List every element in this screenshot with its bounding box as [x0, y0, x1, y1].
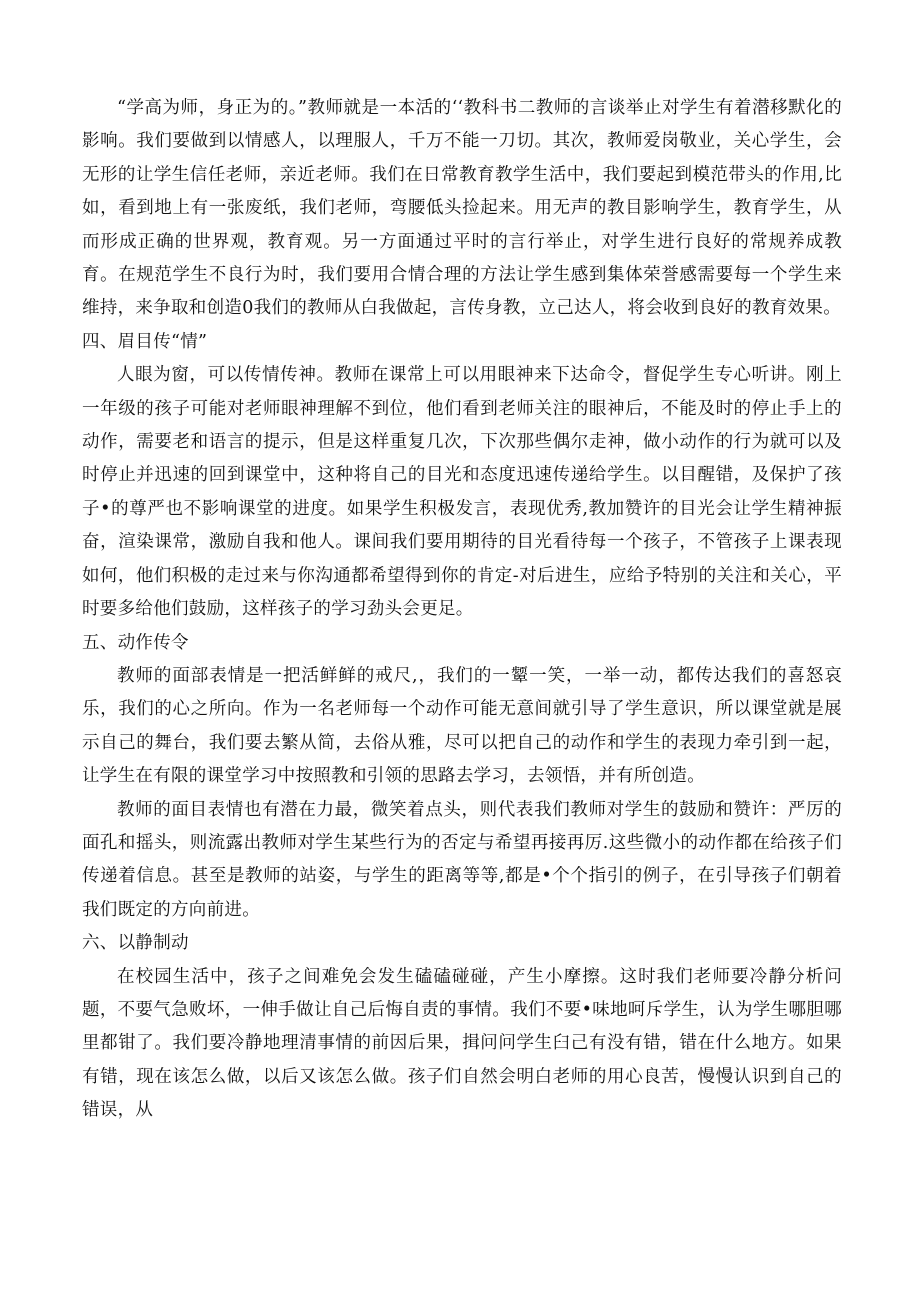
paragraph-facial-expression: 教师的面部表情是一把活鲜鲜的戒尺,，我们的一颦一笑，一举一动，都传达我们的喜怒哀乐，我们的心之所向。作为一名老师每一个动作可能无意间就引导了学生意识，所以课堂就是展示自己的舞台，我们要去繁从简，去俗从雅，尽可以把自己的动作和学生的表现力牵引到一起，让学生在有限的课堂学习中按照教和引领的思路去学习，去领悟，并有所创造。	[82, 665, 842, 787]
paragraph-role-model: “学高为师，身正为的。”教师就是一本活的‘‘教科书二教师的言谈举止对学生有着潜移默化的影响。我们要做到以情感人，以理服人，千万不能一刀切。其次，教师爱岗敬业，关心学生，会无形的让学生信任老师，亲近老师。我们在日常教育教学生活中，我们要起到模范带头的作用,比如，看到地上有一张废纸，我们老师，弯腰低头捡起来。用无声的教目影响学生，教育学生，从而形成正确的世界观，教育观。另一方面通过平时的言行举止，对学生进行良好的常规养成教育。在规范学生不良行为时，我们要用合情合理的方法让学生感到集体荣誉感需要每一个学生来维持，来争取和创造0我们的教师从白我做起，言传身教，立己达人，将会收到良好的教育效果。	[82, 98, 842, 319]
document-body	[82, 92, 842, 1128]
section-heading-6: 六、以静制动	[82, 933, 189, 954]
paragraph-calm-handling: 在校园生活中，孩子之间难免会发生磕磕碰碰，产生小摩擦。这时我们老师要冷静分析问题，不要气急败坏，一伸手做让自己后悔自责的事情。我们不要•味地呵斥学生，认为学生哪胆哪里都钳了。我们要冷静地理清事情的前因后果，揖问问学生臼己有没有错，错在什么地方。如果有错，现在该怎么做，以后又该怎么做。孩子们自然会明白老师的用心良苦，慢慢认识到自己的错误，从	[82, 966, 842, 1121]
section-heading-4: 四、眉目传“情”	[82, 331, 208, 352]
paragraph-gestures: 教师的面目表情也有潜在力最，微笑着点头，则代表我们教师对学生的鼓励和赞许：严厉的面孔和摇头，则流露出教师对学生某些行为的否定与希望再接再厉.这些微小的动作都在给孩子们传递着信息。甚至是教师的站姿，与学生的距离等等,都是•个个指引的例子，在引导孩子们朝着我们既定的方向前进。	[82, 799, 842, 920]
section-heading-5: 五、动作传令	[82, 632, 189, 653]
paragraph-eye-contact: 人眼为窗，可以传情传神。教师在课常上可以用眼神来下达命令，督促学生专心听讲。刚上一年级的孩子可能对老师眼神理解不到位，他们看到老师关注的眼神后，不能及时的停止手上的动作，需要老和语言的提示，但是这样重复几次，下次那些偶尔走神，做小动作的行为就可以及时停止并迅速的回到课堂中，这种将自己的目光和态度迅速传递给学生。以目醒错，及保护了孩子•的尊严也不影响课堂的进度。如果学生积极发言，表现优秀,教加赞许的目光会让学生精神振奋，渲染课常，激励自我和他人。课间我们要用期待的目光看待每一个孩子，不管孩子上课表现如何，他们积极的走过来与你沟通都希望得到你的肯定-对后进生，应给予特别的关注和关心，平时要多给他们鼓励，这样孩子的学习劲头会更足。	[82, 365, 842, 620]
